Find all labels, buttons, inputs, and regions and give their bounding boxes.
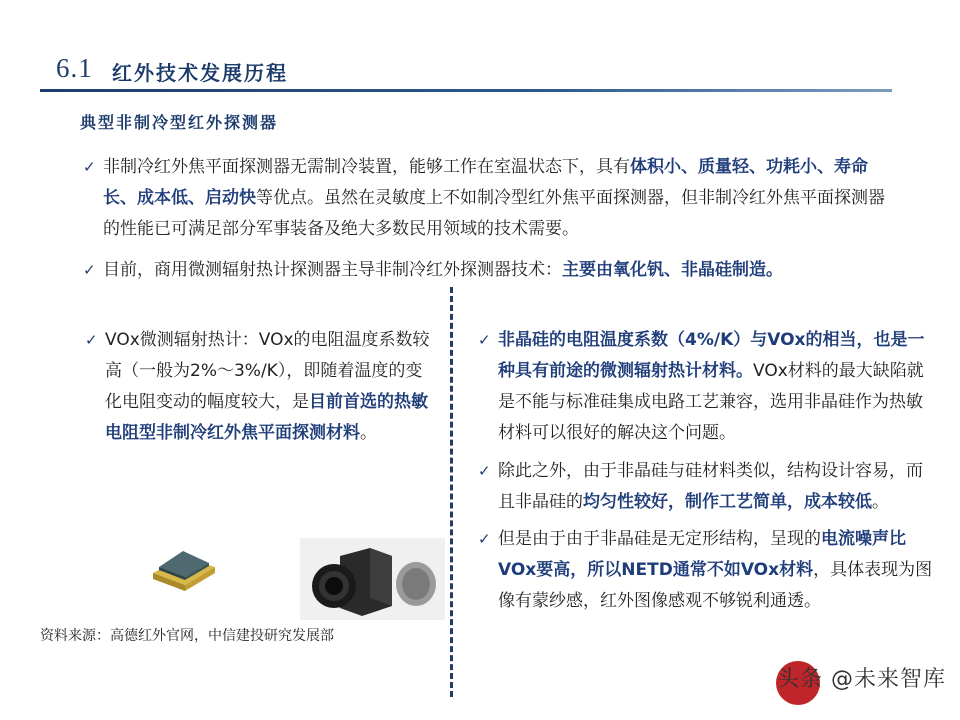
thermal-camera-image bbox=[300, 538, 445, 620]
check-icon: ✓ bbox=[83, 158, 96, 176]
left-highlight: 目前首选的热敏电阻型非制冷红外焦平面探测材料 bbox=[105, 392, 428, 443]
bullet-top-2 bbox=[103, 255, 893, 286]
bullet-top-1 bbox=[103, 152, 893, 245]
check-icon: ✓ bbox=[85, 331, 98, 349]
subtitle: 典型非制冷型红外探测器 bbox=[80, 113, 279, 132]
section-number: 6.1 bbox=[56, 53, 93, 83]
watermark-text: 头条 @未来智库 bbox=[777, 667, 946, 692]
right-text: 但是由于由于非晶硅是无定形结构，呈现的 bbox=[498, 529, 821, 549]
check-icon: ✓ bbox=[83, 261, 96, 279]
bullet-text: 目前，商用微测辐射热计探测器主导非制冷红外探测器技术： bbox=[103, 260, 562, 280]
bullet-text: 等优点。虽然在灵敏度上不如制冷型红外焦平面探测器，但非制冷红外焦平面探测器的性能已可满足部分军事装备及绝大多数民用领域的技术需要。 bbox=[103, 188, 885, 239]
bullet-highlight: 体积小、质量轻、功耗小、寿命长、成本低、启动快 bbox=[103, 157, 868, 208]
left-text: 。 bbox=[360, 423, 377, 443]
column-divider bbox=[450, 287, 453, 697]
right-highlight: 电流噪声比VOx要高，所以NETD通常不如VOx材料 bbox=[498, 529, 906, 580]
right-highlight: 非晶硅的电阻温度系数（4%/K）与VOx的相当，也是一种具有前途的微测辐射热计材料。 bbox=[498, 330, 925, 381]
header-rule bbox=[40, 89, 892, 92]
bullet-highlight: 主要由氧化钒、非晶硅制造。 bbox=[562, 260, 783, 280]
source-note: 资料来源：高德红外官网，中信建投研究发展部 bbox=[40, 628, 334, 644]
right-text: ，具体表现为图像有蒙纱感，红外图像感观不够锐利通透。 bbox=[498, 560, 933, 611]
check-icon: ✓ bbox=[478, 462, 491, 480]
right-bullet-3 bbox=[498, 524, 938, 617]
right-text: 。 bbox=[872, 492, 889, 512]
right-bullet-2 bbox=[498, 456, 938, 518]
left-text: VOx微测辐射热计：VOx的电阻温度系数较高（一般为2%～3%/K），即随着温度的变化电阻变动的幅度较大，是 bbox=[105, 330, 430, 412]
right-text: 除此之外，由于非晶硅与硅材料类似，结构设计容易，而且非晶硅的 bbox=[498, 461, 923, 512]
left-col-text bbox=[105, 325, 433, 449]
section-title: 红外技术发展历程 bbox=[112, 61, 288, 85]
bullet-text: 非制冷红外焦平面探测器无需制冷装置，能够工作在室温状态下，具有 bbox=[103, 157, 630, 177]
right-text: VOx材料的最大缺陷就是不能与标准硅集成电路工艺兼容，选用非晶硅作为热敏材料可以很好的解决这个问题。 bbox=[498, 361, 924, 443]
right-bullet-1 bbox=[498, 325, 938, 449]
check-icon: ✓ bbox=[478, 331, 491, 349]
check-icon: ✓ bbox=[478, 530, 491, 548]
detector-chip-image bbox=[145, 545, 220, 595]
right-highlight: 均匀性较好，制作工艺简单，成本较低 bbox=[583, 492, 872, 512]
